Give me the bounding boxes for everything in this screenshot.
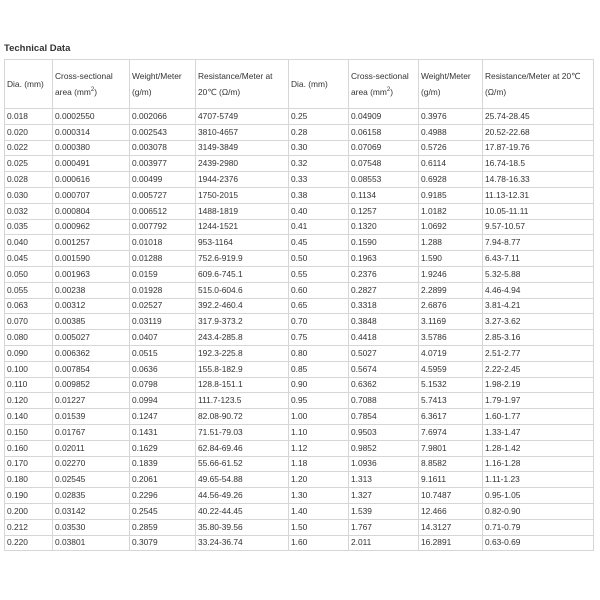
cell-dia-2: 0.28: [289, 124, 349, 140]
cell-resistance-2: 20.52-22.68: [483, 124, 594, 140]
cell-dia: 0.170: [5, 456, 53, 472]
cell-weight-2: 1.0692: [419, 219, 483, 235]
table-row: [5, 472, 594, 488]
cell-dia-2: 0.50: [289, 251, 349, 267]
header-area: Cross-sectional area $(mm^2)$: [53, 60, 130, 109]
cell-dia: 0.028: [5, 172, 53, 188]
cell-weight-2: 2.2899: [419, 282, 483, 298]
cell-dia-2: 0.33: [289, 172, 349, 188]
cell-dia-2: 0.60: [289, 282, 349, 298]
cell-resistance: 3149-3849: [196, 140, 289, 156]
cell-dia-2: 1.10: [289, 424, 349, 440]
cell-area-2: 0.6362: [349, 377, 419, 393]
cell-dia-2: 1.18: [289, 456, 349, 472]
cell-weight: 0.1839: [130, 456, 196, 472]
cell-resistance: 44.56-49.26: [196, 488, 289, 504]
cell-area: 0.007854: [53, 361, 130, 377]
cell-resistance-2: 0.63-0.69: [483, 535, 594, 551]
cell-resistance-2: 4.46-4.94: [483, 282, 594, 298]
cell-resistance-2: 9.57-10.57: [483, 219, 594, 235]
cell-weight-2: 5.7413: [419, 393, 483, 409]
cell-weight: 0.1247: [130, 409, 196, 425]
cell-dia: 0.032: [5, 203, 53, 219]
header-resistance: Resistance/Meter at 20℃ (Ω/m): [196, 60, 289, 109]
cell-area-2: 1.0936: [349, 456, 419, 472]
cell-dia-2: 0.80: [289, 345, 349, 361]
cell-weight-2: 0.3976: [419, 109, 483, 125]
header-row: [5, 60, 594, 109]
cell-weight-2: 10.7487: [419, 488, 483, 504]
cell-resistance: 82.08-90.72: [196, 409, 289, 425]
table-row: [5, 109, 594, 125]
cell-resistance-2: 25.74-28.45: [483, 109, 594, 125]
cell-area-2: 0.5027: [349, 345, 419, 361]
cell-resistance-2: 11.13-12.31: [483, 187, 594, 203]
cell-weight-2: 0.6928: [419, 172, 483, 188]
cell-weight-2: 1.590: [419, 251, 483, 267]
cell-area-2: 0.7854: [349, 409, 419, 425]
cell-resistance-2: 16.74-18.5: [483, 156, 594, 172]
cell-area: 0.02011: [53, 440, 130, 456]
table-row: [5, 187, 594, 203]
cell-resistance: 243.4-285.8: [196, 330, 289, 346]
cell-resistance: 33.24-36.74: [196, 535, 289, 551]
cell-dia: 0.080: [5, 330, 53, 346]
cell-dia: 0.050: [5, 266, 53, 282]
cell-resistance: 752.6-919.9: [196, 251, 289, 267]
table-row: [5, 330, 594, 346]
cell-resistance-2: 2.51-2.77: [483, 345, 594, 361]
cell-weight: 0.2296: [130, 488, 196, 504]
table-row: [5, 456, 594, 472]
table-row: [5, 282, 594, 298]
cell-area-2: 0.9503: [349, 424, 419, 440]
cell-area: 0.02545: [53, 472, 130, 488]
header-area-2: Cross-sectional area $(mm^2)$: [349, 60, 419, 109]
cell-area: 0.01227: [53, 393, 130, 409]
cell-dia: 0.140: [5, 409, 53, 425]
cell-area-2: 0.1134: [349, 187, 419, 203]
cell-area-2: 0.07069: [349, 140, 419, 156]
cell-area: 0.000616: [53, 172, 130, 188]
cell-weight: 0.005727: [130, 187, 196, 203]
cell-resistance-2: 1.16-1.28: [483, 456, 594, 472]
cell-resistance: 49.65-54.88: [196, 472, 289, 488]
cell-dia: 0.063: [5, 298, 53, 314]
cell-dia: 0.018: [5, 109, 53, 125]
cell-weight: 0.007792: [130, 219, 196, 235]
table-row: [5, 124, 594, 140]
cell-weight: 0.01288: [130, 251, 196, 267]
cell-weight: 0.0636: [130, 361, 196, 377]
cell-resistance: 1244-1521: [196, 219, 289, 235]
header-dia-2: Dia. (mm): [289, 60, 349, 109]
cell-resistance-2: 2.22-2.45: [483, 361, 594, 377]
table-row: [5, 424, 594, 440]
cell-dia: 0.025: [5, 156, 53, 172]
table-row: [5, 440, 594, 456]
cell-area: 0.000314: [53, 124, 130, 140]
cell-dia: 0.055: [5, 282, 53, 298]
cell-area-2: 1.539: [349, 503, 419, 519]
cell-resistance-2: 7.94-8.77: [483, 235, 594, 251]
cell-dia-2: 1.60: [289, 535, 349, 551]
cell-resistance: 128.8-151.1: [196, 377, 289, 393]
cell-area: 0.000804: [53, 203, 130, 219]
cell-area: 0.009852: [53, 377, 130, 393]
cell-dia: 0.180: [5, 472, 53, 488]
cell-dia-2: 0.32: [289, 156, 349, 172]
cell-dia: 0.090: [5, 345, 53, 361]
cell-weight: 0.02527: [130, 298, 196, 314]
cell-weight: 0.0407: [130, 330, 196, 346]
cell-weight: 0.01928: [130, 282, 196, 298]
cell-weight-2: 3.5786: [419, 330, 483, 346]
cell-resistance-2: 10.05-11.11: [483, 203, 594, 219]
technical-data-table: [4, 59, 594, 551]
cell-dia-2: 0.95: [289, 393, 349, 409]
cell-area-2: 0.07548: [349, 156, 419, 172]
cell-dia-2: 0.55: [289, 266, 349, 282]
cell-weight: 0.01018: [130, 235, 196, 251]
cell-area: 0.0002550: [53, 109, 130, 125]
cell-area: 0.001963: [53, 266, 130, 282]
cell-weight: 0.0994: [130, 393, 196, 409]
cell-resistance-2: 0.82-0.90: [483, 503, 594, 519]
cell-weight-2: 3.1169: [419, 314, 483, 330]
cell-resistance: 111.7-123.5: [196, 393, 289, 409]
cell-area-2: 0.9852: [349, 440, 419, 456]
cell-weight-2: 12.466: [419, 503, 483, 519]
cell-weight: 0.003078: [130, 140, 196, 156]
table-row: [5, 393, 594, 409]
cell-weight-2: 8.8582: [419, 456, 483, 472]
cell-weight: 0.1431: [130, 424, 196, 440]
cell-dia: 0.212: [5, 519, 53, 535]
cell-resistance: 609.6-745.1: [196, 266, 289, 282]
cell-resistance: 317.9-373.2: [196, 314, 289, 330]
table-row: [5, 266, 594, 282]
cell-dia: 0.070: [5, 314, 53, 330]
cell-resistance: 1944-2376: [196, 172, 289, 188]
table-row: [5, 140, 594, 156]
cell-weight-2: 1.0182: [419, 203, 483, 219]
section-title: Technical Data: [4, 43, 71, 54]
cell-dia-2: 0.90: [289, 377, 349, 393]
cell-resistance-2: 0.71-0.79: [483, 519, 594, 535]
cell-resistance: 515.0-604.6: [196, 282, 289, 298]
cell-weight-2: 4.5959: [419, 361, 483, 377]
cell-area: 0.006362: [53, 345, 130, 361]
cell-weight-2: 0.5726: [419, 140, 483, 156]
cell-area: 0.03801: [53, 535, 130, 551]
cell-dia: 0.022: [5, 140, 53, 156]
cell-dia: 0.200: [5, 503, 53, 519]
cell-area-2: 0.3848: [349, 314, 419, 330]
cell-resistance: 71.51-79.03: [196, 424, 289, 440]
cell-area-2: 0.7088: [349, 393, 419, 409]
cell-dia-2: 1.12: [289, 440, 349, 456]
table-row: [5, 156, 594, 172]
cell-weight: 0.0159: [130, 266, 196, 282]
cell-area: 0.000380: [53, 140, 130, 156]
cell-resistance: 1750-2015: [196, 187, 289, 203]
cell-weight: 0.2545: [130, 503, 196, 519]
cell-resistance-2: 1.28-1.42: [483, 440, 594, 456]
table-row: [5, 172, 594, 188]
cell-dia: 0.120: [5, 393, 53, 409]
cell-weight-2: 0.6114: [419, 156, 483, 172]
cell-area: 0.000962: [53, 219, 130, 235]
table-row: [5, 519, 594, 535]
table-body: [5, 109, 594, 551]
cell-area: 0.03530: [53, 519, 130, 535]
cell-weight: 0.2061: [130, 472, 196, 488]
table-row: [5, 203, 594, 219]
cell-area: 0.00385: [53, 314, 130, 330]
cell-weight-2: 0.4988: [419, 124, 483, 140]
cell-weight: 0.002543: [130, 124, 196, 140]
cell-weight-2: 14.3127: [419, 519, 483, 535]
cell-weight-2: 5.1532: [419, 377, 483, 393]
cell-area-2: 0.4418: [349, 330, 419, 346]
cell-area: 0.001590: [53, 251, 130, 267]
table-row: [5, 314, 594, 330]
header-resistance-2: Resistance/Meter at 20℃ (Ω/m): [483, 60, 594, 109]
table-row: [5, 503, 594, 519]
cell-resistance: 192.3-225.8: [196, 345, 289, 361]
cell-dia: 0.020: [5, 124, 53, 140]
header-weight-2: Weight/Meter (g/m): [419, 60, 483, 109]
cell-weight: 0.03119: [130, 314, 196, 330]
table-row: [5, 409, 594, 425]
cell-weight: 0.3079: [130, 535, 196, 551]
cell-resistance-2: 6.43-7.11: [483, 251, 594, 267]
cell-dia: 0.035: [5, 219, 53, 235]
cell-resistance-2: 2.85-3.16: [483, 330, 594, 346]
cell-weight-2: 9.1611: [419, 472, 483, 488]
cell-area-2: 1.313: [349, 472, 419, 488]
table-row: [5, 361, 594, 377]
cell-dia-2: 1.40: [289, 503, 349, 519]
cell-area: 0.02835: [53, 488, 130, 504]
cell-dia: 0.040: [5, 235, 53, 251]
cell-dia: 0.160: [5, 440, 53, 456]
cell-weight: 0.006512: [130, 203, 196, 219]
cell-dia: 0.110: [5, 377, 53, 393]
cell-resistance-2: 1.98-2.19: [483, 377, 594, 393]
cell-resistance: 35.80-39.56: [196, 519, 289, 535]
cell-dia-2: 0.65: [289, 298, 349, 314]
header-dia: Dia. (mm): [5, 60, 53, 109]
cell-area-2: 0.1590: [349, 235, 419, 251]
cell-weight: 0.1629: [130, 440, 196, 456]
cell-resistance-2: 5.32-5.88: [483, 266, 594, 282]
cell-dia-2: 1.20: [289, 472, 349, 488]
cell-area-2: 1.327: [349, 488, 419, 504]
cell-weight: 0.0515: [130, 345, 196, 361]
cell-area: 0.00238: [53, 282, 130, 298]
cell-dia-2: 0.30: [289, 140, 349, 156]
table-row: [5, 535, 594, 551]
table-row: [5, 345, 594, 361]
cell-dia-2: 0.25: [289, 109, 349, 125]
cell-weight-2: 16.2891: [419, 535, 483, 551]
cell-area: 0.005027: [53, 330, 130, 346]
table-row: [5, 488, 594, 504]
cell-area: 0.03142: [53, 503, 130, 519]
cell-resistance: 40.22-44.45: [196, 503, 289, 519]
cell-resistance: 62.84-69.46: [196, 440, 289, 456]
cell-dia: 0.045: [5, 251, 53, 267]
cell-area: 0.00312: [53, 298, 130, 314]
cell-dia-2: 1.30: [289, 488, 349, 504]
cell-dia: 0.100: [5, 361, 53, 377]
cell-weight-2: 6.3617: [419, 409, 483, 425]
cell-weight-2: 7.9801: [419, 440, 483, 456]
cell-resistance-2: 3.27-3.62: [483, 314, 594, 330]
cell-weight: 0.003977: [130, 156, 196, 172]
cell-resistance: 2439-2980: [196, 156, 289, 172]
cell-resistance: 4707-5749: [196, 109, 289, 125]
cell-resistance-2: 3.81-4.21: [483, 298, 594, 314]
cell-weight-2: 0.9185: [419, 187, 483, 203]
cell-dia-2: 1.00: [289, 409, 349, 425]
cell-weight-2: 2.6876: [419, 298, 483, 314]
header-weight: Weight/Meter (g/m): [130, 60, 196, 109]
cell-dia: 0.190: [5, 488, 53, 504]
cell-weight-2: 4.0719: [419, 345, 483, 361]
cell-area: 0.000491: [53, 156, 130, 172]
cell-area-2: 0.06158: [349, 124, 419, 140]
cell-dia-2: 0.45: [289, 235, 349, 251]
cell-area: 0.02270: [53, 456, 130, 472]
cell-weight-2: 7.6974: [419, 424, 483, 440]
cell-area-2: 2.011: [349, 535, 419, 551]
cell-weight: 0.2859: [130, 519, 196, 535]
cell-area-2: 0.1320: [349, 219, 419, 235]
table-row: [5, 298, 594, 314]
cell-area: 0.01767: [53, 424, 130, 440]
cell-area: 0.001257: [53, 235, 130, 251]
cell-area-2: 0.3318: [349, 298, 419, 314]
table-row: [5, 251, 594, 267]
cell-weight: 0.002066: [130, 109, 196, 125]
cell-resistance: 953-1164: [196, 235, 289, 251]
cell-resistance-2: 17.87-19.76: [483, 140, 594, 156]
cell-weight: 0.00499: [130, 172, 196, 188]
cell-dia: 0.030: [5, 187, 53, 203]
cell-resistance-2: 0.95-1.05: [483, 488, 594, 504]
cell-area: 0.01539: [53, 409, 130, 425]
table-row: [5, 235, 594, 251]
cell-dia: 0.220: [5, 535, 53, 551]
cell-resistance: 1488-1819: [196, 203, 289, 219]
cell-area-2: 0.08553: [349, 172, 419, 188]
cell-dia-2: 0.85: [289, 361, 349, 377]
cell-dia-2: 0.38: [289, 187, 349, 203]
cell-weight: 0.0798: [130, 377, 196, 393]
table-row: [5, 377, 594, 393]
cell-area-2: 0.2376: [349, 266, 419, 282]
cell-area: 0.000707: [53, 187, 130, 203]
cell-dia: 0.150: [5, 424, 53, 440]
cell-area-2: 0.1257: [349, 203, 419, 219]
cell-resistance-2: 1.33-1.47: [483, 424, 594, 440]
cell-resistance: 155.8-182.9: [196, 361, 289, 377]
cell-weight-2: 1.9246: [419, 266, 483, 282]
cell-dia-2: 0.41: [289, 219, 349, 235]
cell-area-2: 0.04909: [349, 109, 419, 125]
cell-resistance: 3810-4657: [196, 124, 289, 140]
cell-area-2: 1.767: [349, 519, 419, 535]
cell-dia-2: 1.50: [289, 519, 349, 535]
cell-area-2: 0.2827: [349, 282, 419, 298]
cell-resistance-2: 1.60-1.77: [483, 409, 594, 425]
cell-resistance-2: 14.78-16.33: [483, 172, 594, 188]
cell-dia-2: 0.40: [289, 203, 349, 219]
cell-resistance-2: 1.11-1.23: [483, 472, 594, 488]
cell-area-2: 0.1963: [349, 251, 419, 267]
table-row: [5, 219, 594, 235]
cell-area-2: 0.5674: [349, 361, 419, 377]
cell-resistance: 392.2-460.4: [196, 298, 289, 314]
cell-dia-2: 0.75: [289, 330, 349, 346]
cell-resistance: 55.66-61.52: [196, 456, 289, 472]
cell-dia-2: 0.70: [289, 314, 349, 330]
cell-resistance-2: 1.79-1.97: [483, 393, 594, 409]
cell-weight-2: 1.288: [419, 235, 483, 251]
